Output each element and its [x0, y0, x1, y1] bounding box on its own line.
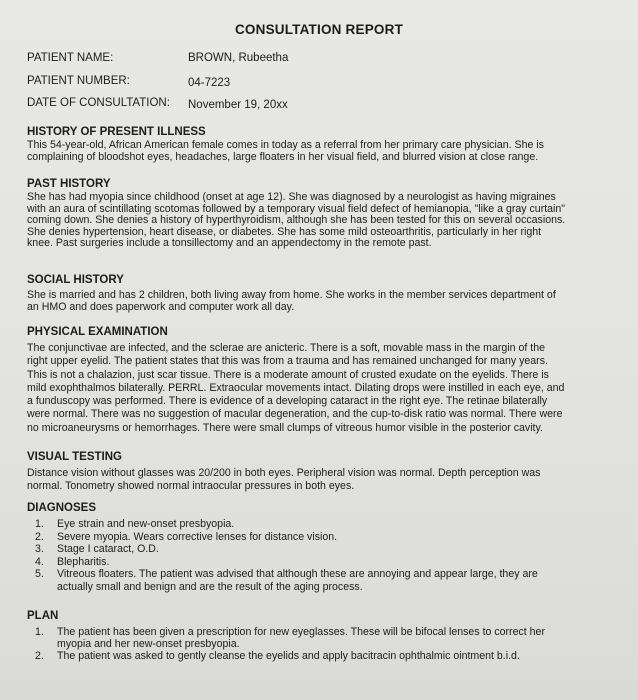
list-item	[35, 518, 625, 531]
text-line: This is not a chalazion, just scar tissue. There is a moderate amount of crusted exudate on the eyelids. There is	[27, 368, 549, 381]
date-value: November 19, 20xx	[188, 99, 288, 111]
text-line: knee. Past surgeries include a tonsillectomy and an appendectomy in the remote past.	[27, 237, 432, 250]
list-number: 2.	[35, 530, 44, 543]
list-number: 1.	[35, 626, 44, 638]
text-line: normal. Tonometry showed normal intraocular pressures in both eyes.	[27, 480, 355, 493]
social-history-text	[27, 290, 627, 313]
diagnoses-heading: DIAGNOSES	[27, 502, 97, 514]
text-line: complaining of bloodshot eyes, headaches, large floaters in her visual field, and blurred vision at close range.	[27, 150, 539, 163]
report-title: CONSULTATION REPORT	[234, 22, 404, 37]
plan-list	[35, 626, 625, 663]
past-history-heading: PAST HISTORY	[27, 178, 111, 190]
text-line: She has had myopia since childhood (onset at age 12). She was diagnosed by a neurologist as having migraines	[27, 191, 556, 203]
social-history-heading: SOCIAL HISTORY	[27, 274, 124, 286]
patient-name-value: BROWN, Rubeetha	[188, 52, 289, 64]
text-line: This 54-year-old, African American female comes in today as a referral from her primary care physician. She is	[27, 139, 544, 151]
text-line: She denies hypertension, heart disease, or diabetes. She has some mild osteoarthritis, particularly in her right	[27, 225, 542, 238]
list-item-text: Severe myopia. Wears corrective lenses for distance vision.	[57, 530, 338, 543]
patient-number-label: PATIENT NUMBER:	[27, 75, 130, 87]
visual-testing-heading: VISUAL TESTING	[27, 451, 122, 463]
text-line: Distance vision without glasses was 20/200 in both eyes. Peripheral vision was normal. Depth perception was	[27, 467, 541, 479]
list-item-text: Blepharitis.	[57, 555, 110, 568]
list-item	[35, 543, 625, 556]
text-line: She is married and has 2 children, both living away from home. She works in the member services department of	[27, 289, 556, 301]
text-line: an HMO and does paperwork and computer work all day.	[27, 300, 295, 313]
diagnoses-list	[35, 518, 625, 594]
visual-testing-text	[27, 467, 627, 494]
list-item-text: actually small and benign and are the result of the aging process.	[57, 580, 363, 593]
hpi-text	[27, 140, 627, 163]
list-item-text: The patient has been given a prescription for new eyeglasses. These will be bifocal lenses to correct her	[57, 626, 545, 638]
list-item	[35, 568, 625, 593]
list-number: 2.	[35, 650, 44, 663]
physical-exam-heading: PHYSICAL EXAMINATION	[27, 326, 168, 338]
list-item	[35, 650, 625, 662]
list-number: 1.	[35, 518, 44, 530]
patient-name-label: PATIENT NAME:	[27, 52, 114, 64]
text-line: mild exophthalmos bilaterally. PERRL. Extraocular movements intact. Dilating drops were instilled in each eye, and	[27, 381, 565, 394]
list-item-text: myopia and her new-onset presbyopia.	[57, 638, 240, 651]
list-item-text: The patient was asked to gently cleanse the eyelids and apply bacitracin ophthalmic ointment b.i.d.	[57, 650, 520, 663]
text-line: with an aura of scintillating scotomas followed by a temporary visual field defect of hemianopia, "like a gray curtain"	[27, 202, 566, 215]
list-number: 5.	[35, 568, 44, 581]
past-history-text	[27, 192, 627, 250]
text-line: a funduscopy was performed. There is evidence of a developing cataract in the right eye. The retinae bilaterally	[27, 395, 548, 408]
list-item-text: Stage I cataract, O.D.	[57, 543, 159, 556]
patient-number-value: 04-7223	[188, 77, 231, 89]
list-item-text: Vitreous floaters. The patient was advised that although these are annoying and appear large, they are	[57, 568, 538, 581]
plan-heading: PLAN	[27, 610, 59, 622]
list-number: 4.	[35, 555, 44, 568]
physical-exam-text	[27, 342, 627, 435]
date-label: DATE OF CONSULTATION:	[27, 97, 170, 109]
text-line: The conjunctivae are infected, and the sclerae are anicteric. There is a soft, movable mass in the margin of the	[27, 342, 545, 354]
list-item	[35, 531, 625, 544]
text-line: right upper eyelid. The patient states that this was from a trauma and has remained unchanged for many years.	[27, 355, 548, 368]
hpi-heading: HISTORY OF PRESENT ILLNESS	[27, 126, 206, 138]
list-item	[35, 556, 625, 569]
list-item-text: Eye strain and new-onset presbyopia.	[57, 518, 235, 530]
list-item	[35, 626, 625, 650]
list-number: 3.	[35, 543, 44, 556]
text-line: were normal. There was no suggestion of macular degeneration, and the cup-to-disk ratio was normal. There were	[27, 408, 563, 421]
text-line: coming down. She denies a history of hyperthyroidism, although she has been tested for this on several occasions.	[27, 214, 566, 227]
text-line: no microaneurysms or hemorrhages. There were small clumps of vitreous humor visible in the posterior cavity.	[27, 421, 543, 434]
